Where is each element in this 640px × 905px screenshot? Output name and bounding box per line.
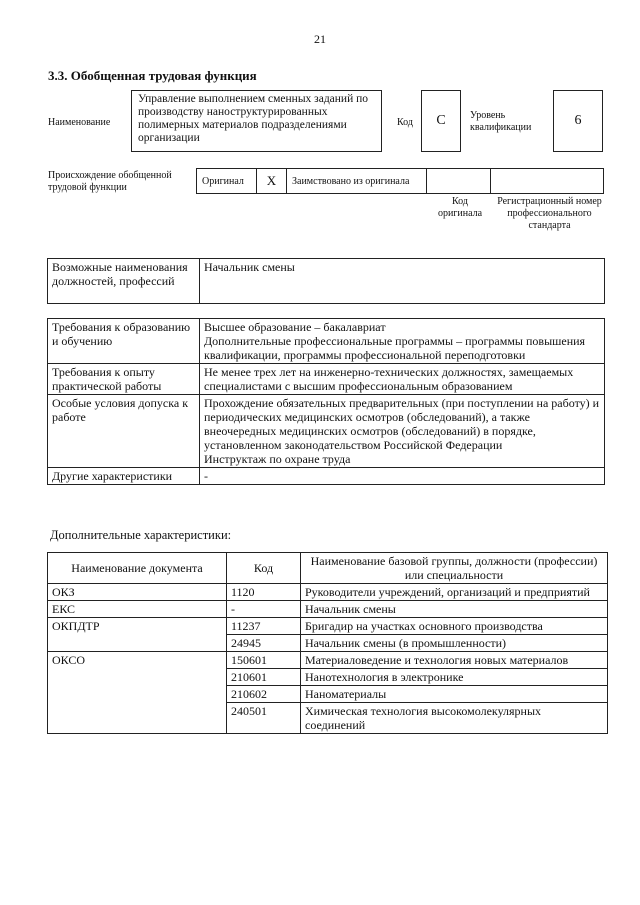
origin-code-caption: Код оригинала	[437, 196, 483, 219]
name-cell: Наноматериалы	[301, 686, 608, 703]
requirement-value: -	[200, 468, 605, 485]
name-cell: Бригадир на участках основного производства	[301, 618, 608, 635]
origin-code-cell	[427, 169, 491, 193]
origin-reg-cell	[491, 169, 603, 193]
table-row	[48, 652, 608, 669]
name-cell: Начальник смены	[301, 601, 608, 618]
doc-cell: ОКЗ	[48, 584, 227, 601]
doc-cell: ОКПДТР	[48, 618, 227, 652]
qualification-level: 6	[553, 90, 603, 152]
requirement-value: Высшее образование – бакалавриат Дополнительные профессиональные программы – программы повышения квалификации, программы профессиональной переподготовки	[200, 319, 605, 364]
name-cell: Начальник смены (в промышленности)	[301, 635, 608, 652]
table-row	[48, 395, 605, 468]
doc-cell: ЕКС	[48, 601, 227, 618]
table-row	[48, 584, 608, 601]
table-row	[48, 259, 605, 304]
section-title: 3.3. Обобщенная трудовая функция	[48, 68, 257, 83]
function-name: Управление выполнением сменных заданий по производству наноструктурированных полимерных материалов подразделениями организации	[131, 90, 382, 152]
code-cell: 24945	[227, 635, 301, 652]
additional-table	[47, 552, 608, 734]
positions-label: Возможные наименования должностей, профессий	[48, 259, 200, 304]
additional-title: Дополнительные характеристики:	[50, 528, 232, 542]
name-cell: Руководители учреждений, организаций и предприятий	[301, 584, 608, 601]
table-row	[48, 601, 608, 618]
origin-label: Происхождение обобщенной трудовой функции	[48, 170, 172, 193]
original-mark: X	[257, 169, 287, 193]
doc-cell: ОКСО	[48, 652, 227, 734]
code-cell: -	[227, 601, 301, 618]
code-cell: 150601	[227, 652, 301, 669]
name-cell: Химическая технология высокомолекулярных соединений	[301, 703, 608, 734]
page-number: 21	[314, 32, 326, 46]
requirement-label: Требования к образованию и обучению	[48, 319, 200, 364]
code-cell: 240501	[227, 703, 301, 734]
requirement-label: Другие характеристики	[48, 468, 200, 485]
origin-row	[196, 168, 604, 194]
requirement-value: Прохождение обязательных предварительных (при поступлении на работу) и периодических медицинских осмотров (обследований), а также внеочередных медицинских осмотров (обследований) в порядке, установленном законодательством Российской Федерации Инструктаж по охране труда	[200, 395, 605, 468]
code-cell: 210601	[227, 669, 301, 686]
level-label: Уровень квалификации	[470, 110, 532, 133]
original-label: Оригинал	[197, 169, 257, 193]
code-cell: 1120	[227, 584, 301, 601]
column-header: Код	[227, 553, 301, 584]
requirement-label: Требования к опыту практической работы	[48, 364, 200, 395]
column-header: Наименование документа	[48, 553, 227, 584]
code-cell: 11237	[227, 618, 301, 635]
code-label: Код	[397, 117, 413, 128]
table-row	[48, 319, 605, 364]
table-row	[48, 364, 605, 395]
positions-value: Начальник смены	[200, 259, 605, 304]
reg-number-caption: Регистрационный номер профессионального стандарта	[497, 196, 602, 231]
function-code: C	[421, 90, 461, 152]
column-header: Наименование базовой группы, должности (профессии) или специальности	[301, 553, 608, 584]
code-cell: 210602	[227, 686, 301, 703]
name-cell: Нанотехнология в электронике	[301, 669, 608, 686]
table-row	[48, 468, 605, 485]
positions-table	[47, 258, 605, 304]
requirement-label: Особые условия допуска к работе	[48, 395, 200, 468]
table-row	[48, 618, 608, 635]
requirements-table	[47, 318, 605, 485]
name-label: Наименование	[48, 117, 111, 128]
borrowed-label: Заимствовано из оригинала	[287, 169, 427, 193]
requirement-value: Не менее трех лет на инженерно-технических должностях, замещаемых специалистами с высшим профессиональным образованием	[200, 364, 605, 395]
table-header-row	[48, 553, 608, 584]
name-cell: Материаловедение и технология новых материалов	[301, 652, 608, 669]
